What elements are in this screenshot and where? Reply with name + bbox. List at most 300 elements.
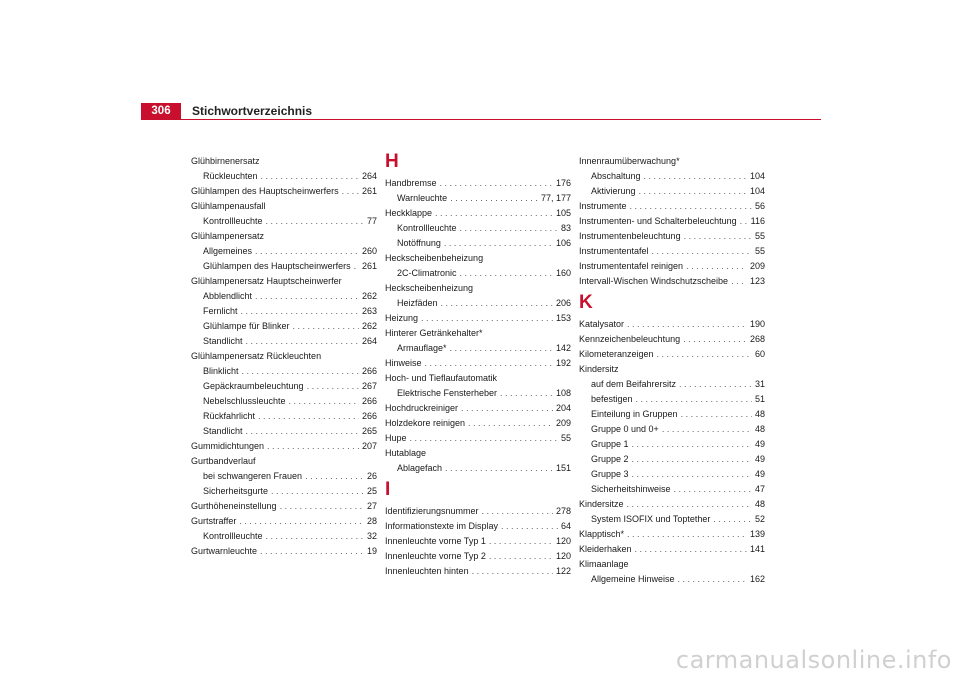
index-entry: [579, 482, 765, 497]
entry-page-ref: 106: [555, 238, 571, 248]
entry-list-h: [385, 176, 571, 476]
entry-term: Instrumenten- und Schalterbeleuchtung: [579, 216, 737, 226]
index-entry: [191, 409, 377, 424]
dot-leader: [469, 564, 553, 579]
entry-term: Abschaltung: [591, 171, 641, 181]
entry-term: Allgemeines: [203, 246, 253, 256]
index-entry: [579, 437, 765, 452]
index-entry: [579, 214, 765, 229]
index-entry: [579, 467, 765, 482]
entry-term: Glühlampenersatz: [191, 231, 265, 241]
dot-leader: [290, 319, 359, 334]
entry-page-ref: 47: [754, 484, 765, 494]
section-letter-i: I: [385, 479, 391, 500]
index-entry: [385, 356, 571, 371]
index-entry: [191, 544, 377, 559]
entry-page-ref: 120: [555, 536, 571, 546]
index-entry: [191, 334, 377, 349]
entry-term: Glühlampenausfall: [191, 201, 266, 211]
index-entry: [579, 184, 765, 199]
entry-term: Holzdekore reinigen: [385, 418, 466, 428]
index-entry: [191, 229, 377, 244]
entry-term: System ISOFIX und Toptether: [591, 514, 711, 524]
entry-term: Hutablage: [385, 448, 427, 458]
entry-term: Katalysator: [579, 319, 625, 329]
index-entry: [385, 564, 571, 579]
index-entry: [385, 549, 571, 564]
entry-page-ref: 204: [555, 403, 571, 413]
index-entry: [579, 572, 765, 587]
index-entry: [191, 379, 377, 394]
index-entry: [385, 504, 571, 519]
index-entry: [191, 469, 377, 484]
entry-list-i-continued: [579, 154, 765, 289]
entry-term: Gruppe 3: [591, 469, 629, 479]
entry-page-ref: 267: [361, 381, 377, 391]
entry-term: Fernlicht: [203, 306, 238, 316]
index-entry: [191, 184, 377, 199]
index-entry: [385, 519, 571, 534]
entry-page-ref: 31: [754, 379, 765, 389]
dot-leader: [263, 529, 364, 544]
entry-page-ref: 108: [555, 388, 571, 398]
entry-page-ref: 261: [361, 261, 377, 271]
entry-term: Kilometeranzeigen: [579, 349, 654, 359]
dot-leader: [497, 386, 553, 401]
entry-term: Glühlampenersatz Rückleuchten: [191, 351, 322, 361]
dot-leader: [624, 497, 752, 512]
entry-page-ref: 64: [560, 521, 571, 531]
entry-term: Nebelschlussleuchte: [203, 396, 286, 406]
entry-term: bei schwangeren Frauen: [203, 471, 303, 481]
entry-list-g: [191, 154, 377, 559]
entry-page-ref: 263: [361, 306, 377, 316]
dot-leader: [457, 266, 553, 281]
entry-term: Gurtstraffer: [191, 516, 237, 526]
dot-leader: [263, 214, 364, 229]
entry-page-ref: 151: [555, 463, 571, 473]
index-entry: [579, 244, 765, 259]
entry-page-ref: 49: [754, 454, 765, 464]
index-entry: [385, 534, 571, 549]
dot-leader: [264, 439, 359, 454]
entry-page-ref: 60: [754, 349, 765, 359]
dot-leader: [302, 469, 364, 484]
dot-leader: [675, 572, 747, 587]
entry-page-ref: 25: [366, 486, 377, 496]
dot-leader: [671, 482, 752, 497]
entry-page-ref: 262: [361, 291, 377, 301]
dot-leader: [457, 221, 558, 236]
index-entry: [579, 169, 765, 184]
entry-page-ref: 116: [750, 216, 765, 226]
dot-leader: [268, 484, 364, 499]
entry-page-ref: 207: [361, 441, 377, 451]
dot-leader: [418, 311, 553, 326]
entry-page-ref: 278: [555, 506, 571, 516]
index-entry: [191, 169, 377, 184]
index-entry: [191, 499, 377, 514]
entry-page-ref: 27: [366, 501, 377, 511]
index-entry: [579, 527, 765, 542]
entry-term: Sicherheitshinweise: [591, 484, 671, 494]
entry-page-ref: 176: [555, 178, 571, 188]
index-entry: [191, 484, 377, 499]
index-entry: [191, 274, 377, 289]
dot-leader: [659, 422, 752, 437]
dot-leader: [649, 244, 752, 259]
entry-page-ref: 122: [555, 566, 571, 576]
dot-leader: [641, 169, 747, 184]
entry-page-ref: 51: [754, 394, 765, 404]
dot-leader: [629, 452, 752, 467]
dot-leader: [486, 549, 553, 564]
dot-leader: [632, 542, 747, 557]
entry-page-ref: 266: [361, 366, 377, 376]
entry-term: Blinklicht: [203, 366, 239, 376]
index-entry: [579, 199, 765, 214]
entry-page-ref: 28: [366, 516, 377, 526]
entry-term: Intervall-Wischen Windschutzscheibe: [579, 276, 729, 286]
entry-term: Innenraumüberwachung*: [579, 156, 680, 166]
index-entry: [579, 259, 765, 274]
entry-term: Klapptisch*: [579, 529, 625, 539]
entry-term: Innenleuchte vorne Typ 1: [385, 536, 486, 546]
dot-leader: [627, 199, 752, 214]
entry-page-ref: 142: [555, 343, 571, 353]
entry-term: Kleiderhaken: [579, 544, 632, 554]
entry-term: Gruppe 1: [591, 439, 629, 449]
dot-leader: [447, 341, 553, 356]
dot-leader: [654, 347, 752, 362]
entry-term: auf dem Beifahrersitz: [591, 379, 677, 389]
entry-term: Sicherheitsgurte: [203, 486, 269, 496]
index-entry: [579, 332, 765, 347]
entry-term: Gurthöheneinstellung: [191, 501, 277, 511]
index-entry: [579, 347, 765, 362]
dot-leader: [252, 289, 359, 304]
entry-term: Glühbirnenersatz: [191, 156, 260, 166]
entry-term: Heckklappe: [385, 208, 433, 218]
index-entry: [385, 401, 571, 416]
header-divider: [141, 119, 821, 120]
index-entry: [191, 244, 377, 259]
entry-page-ref: 265: [361, 426, 377, 436]
entry-page-ref: 105: [555, 208, 571, 218]
index-entry: [385, 266, 571, 281]
entry-term: Instrumententafel reinigen: [579, 261, 684, 271]
entry-page-ref: 48: [754, 409, 765, 419]
index-entry: [579, 542, 765, 557]
index-entry: [191, 529, 377, 544]
entry-page-ref: 139: [749, 529, 765, 539]
entry-page-ref: 160: [555, 268, 571, 278]
dot-leader: [636, 184, 747, 199]
index-entry: [385, 281, 571, 296]
entry-term: Glühlampen des Hauptscheinwerfers: [203, 261, 351, 271]
entry-term: Hochdruckreiniger: [385, 403, 459, 413]
entry-term: Innenleuchten hinten: [385, 566, 469, 576]
entry-term: Instrumentenbeleuchtung: [579, 231, 681, 241]
entry-term: Hoch- und Tieflaufautomatik: [385, 373, 498, 383]
entry-term: Gurtwarnleuchte: [191, 546, 258, 556]
entry-page-ref: 266: [361, 411, 377, 421]
entry-term: Warnleuchte: [397, 193, 448, 203]
dot-leader: [407, 431, 558, 446]
index-entry: [385, 251, 571, 266]
section-letter-h: H: [385, 151, 399, 172]
entry-page-ref: 104: [749, 171, 765, 181]
entry-page-ref: 264: [361, 171, 377, 181]
dot-leader: [243, 334, 359, 349]
entry-term: Standlicht: [203, 426, 243, 436]
dot-leader: [339, 184, 359, 199]
dot-leader: [432, 206, 553, 221]
dot-leader: [438, 296, 553, 311]
index-entry: [385, 221, 571, 236]
entry-term: Instrumente: [579, 201, 627, 211]
entry-term: Einteilung in Gruppen: [591, 409, 678, 419]
index-entry: [191, 154, 377, 169]
entry-page-ref: 49: [754, 469, 765, 479]
entry-page-ref: 192: [555, 358, 571, 368]
dot-leader: [442, 461, 553, 476]
dot-leader: [437, 176, 553, 191]
dot-leader: [277, 499, 364, 514]
entry-term: Aktivierung: [591, 186, 636, 196]
entry-term: Notöffnung: [397, 238, 441, 248]
dot-leader: [243, 424, 359, 439]
entry-page-ref: 264: [361, 336, 377, 346]
entry-term: Kontrollleuchte: [397, 223, 457, 233]
index-entry: [385, 416, 571, 431]
dot-leader: [678, 407, 752, 422]
dot-leader: [629, 437, 752, 452]
dot-leader: [257, 544, 364, 559]
entry-page-ref: 261: [361, 186, 377, 196]
entry-page-ref: 55: [754, 231, 765, 241]
dot-leader: [252, 244, 359, 259]
dot-leader: [458, 401, 553, 416]
dot-leader: [683, 259, 747, 274]
index-entry: [191, 394, 377, 409]
index-entry: [385, 326, 571, 341]
dot-leader: [633, 392, 752, 407]
entry-list-i: [385, 504, 571, 579]
entry-term: Kennzeichenbeleuchtung: [579, 334, 681, 344]
index-entry: [385, 176, 571, 191]
entry-page-ref: 262: [361, 321, 377, 331]
entry-term: Kontrollleuchte: [203, 216, 263, 226]
entry-term: Standlicht: [203, 336, 243, 346]
entry-page-ref: 260: [361, 246, 377, 256]
dot-leader: [258, 169, 359, 184]
entry-term: Handbremse: [385, 178, 437, 188]
page-number: 306: [141, 103, 181, 120]
index-entry: [579, 407, 765, 422]
index-entry: [385, 371, 571, 386]
index-entry: [579, 422, 765, 437]
index-entry: [385, 191, 571, 206]
index-entry: [191, 319, 377, 334]
index-entry: [191, 454, 377, 469]
index-entry: [385, 461, 571, 476]
entry-term: Innenleuchte vorne Typ 2: [385, 551, 486, 561]
entry-page-ref: 162: [749, 574, 765, 584]
index-entry: [191, 214, 377, 229]
index-entry: [385, 341, 571, 356]
dot-leader: [728, 274, 747, 289]
entry-page-ref: 206: [555, 298, 571, 308]
index-entry: [579, 274, 765, 289]
dot-leader: [441, 236, 553, 251]
entry-term: Gepäckraumbeleuchtung: [203, 381, 304, 391]
entry-page-ref: 48: [754, 424, 765, 434]
index-entry: [191, 514, 377, 529]
index-entry: [385, 431, 571, 446]
index-entry: [191, 289, 377, 304]
entry-term: Kindersitz: [579, 364, 619, 374]
dot-leader: [286, 394, 359, 409]
entry-term: Instrumententafel: [579, 246, 649, 256]
dot-leader: [486, 534, 553, 549]
page-title: Stichwortverzeichnis: [192, 104, 313, 118]
index-entry: [579, 392, 765, 407]
index-entry: [579, 452, 765, 467]
entry-term: Rückfahrlicht: [203, 411, 256, 421]
entry-term: Rückleuchten: [203, 171, 258, 181]
entry-term: Hinterer Getränkehalter*: [385, 328, 483, 338]
entry-term: Gruppe 2: [591, 454, 629, 464]
index-entry: [385, 236, 571, 251]
index-entry: [385, 206, 571, 221]
entry-page-ref: 141: [749, 544, 765, 554]
entry-term: befestigen: [591, 394, 633, 404]
index-entry: [579, 317, 765, 332]
dot-leader: [351, 259, 359, 274]
index-entry: [579, 377, 765, 392]
entry-term: Allgemeine Hinweise: [591, 574, 675, 584]
index-column-1: [191, 154, 377, 559]
entry-term: Gummidichtungen: [191, 441, 265, 451]
entry-page-ref: 104: [749, 186, 765, 196]
entry-term: Elektrische Fensterheber: [397, 388, 498, 398]
entry-term: Heizung: [385, 313, 419, 323]
entry-term: Ablagefach: [397, 463, 443, 473]
index-entry: [579, 229, 765, 244]
entry-page-ref: 48: [754, 499, 765, 509]
index-entry: [579, 362, 765, 377]
entry-term: Glühlampen des Hauptscheinwerfers: [191, 186, 339, 196]
entry-page-ref: 32: [366, 531, 377, 541]
index-entry: [385, 446, 571, 461]
entry-page-ref: 266: [361, 396, 377, 406]
entry-page-ref: 19: [366, 546, 377, 556]
entry-term: Identifizierungsnummer: [385, 506, 479, 516]
dot-leader: [255, 409, 359, 424]
entry-term: Hinweise: [385, 358, 422, 368]
index-entry: [191, 439, 377, 454]
entry-page-ref: 123: [749, 276, 765, 286]
entry-term: Abblendlicht: [203, 291, 253, 301]
entry-page-ref: 77, 177: [540, 193, 571, 203]
index-entry: [191, 349, 377, 364]
entry-term: Informationstexte im Display: [385, 521, 499, 531]
index-entry: [579, 557, 765, 572]
entry-page-ref: 209: [555, 418, 571, 428]
section-letter-k: K: [579, 292, 593, 313]
dot-leader: [447, 191, 538, 206]
watermark: carmanualsonline.info: [675, 646, 952, 674]
entry-term: Glühlampenersatz Hauptscheinwerfer: [191, 276, 342, 286]
entry-page-ref: 77: [366, 216, 377, 226]
entry-page-ref: 83: [560, 223, 571, 233]
index-entry: [191, 259, 377, 274]
index-entry: [191, 304, 377, 319]
entry-term: Gurtbandverlauf: [191, 456, 256, 466]
dot-leader: [676, 377, 752, 392]
dot-leader: [681, 229, 752, 244]
entry-page-ref: 26: [366, 471, 377, 481]
index-entry: [579, 497, 765, 512]
entry-page-ref: 56: [754, 201, 765, 211]
dot-leader: [498, 519, 558, 534]
dot-leader: [465, 416, 553, 431]
dot-leader: [236, 514, 364, 529]
index-entry: [385, 296, 571, 311]
entry-page-ref: 120: [555, 551, 571, 561]
index-entry: [191, 199, 377, 214]
entry-page-ref: 209: [749, 261, 765, 271]
entry-term: Gruppe 0 und 0+: [591, 424, 659, 434]
entry-term: 2C-Climatronic: [397, 268, 457, 278]
entry-page-ref: 49: [754, 439, 765, 449]
entry-term: Kindersitze: [579, 499, 624, 509]
index-entry: [385, 311, 571, 326]
entry-page-ref: 153: [555, 313, 571, 323]
index-entry: [579, 512, 765, 527]
index-entry: [579, 154, 765, 169]
entry-term: Armauflage*: [397, 343, 447, 353]
dot-leader: [737, 214, 748, 229]
dot-leader: [624, 527, 747, 542]
entry-term: Heckscheibenheizung: [385, 283, 474, 293]
entry-term: Kontrollleuchte: [203, 531, 263, 541]
index-entry: [385, 386, 571, 401]
dot-leader: [710, 512, 752, 527]
entry-page-ref: 268: [749, 334, 765, 344]
dot-leader: [238, 304, 359, 319]
entry-term: Heizfäden: [397, 298, 438, 308]
dot-leader: [629, 467, 752, 482]
entry-term: Hupe: [385, 433, 407, 443]
index-entry: [191, 424, 377, 439]
entry-list-k: [579, 317, 765, 587]
dot-leader: [239, 364, 359, 379]
entry-term: Glühlampe für Blinker: [203, 321, 290, 331]
index-entry: [191, 364, 377, 379]
dot-leader: [304, 379, 359, 394]
entry-term: Klimaanlage: [579, 559, 629, 569]
index-column-3: [579, 154, 765, 587]
entry-page-ref: 55: [754, 246, 765, 256]
entry-page-ref: 55: [560, 433, 571, 443]
dot-leader: [422, 356, 553, 371]
entry-term: Heckscheibenbeheizung: [385, 253, 484, 263]
entry-page-ref: 190: [749, 319, 765, 329]
entry-page-ref: 52: [754, 514, 765, 524]
dot-leader: [624, 317, 747, 332]
